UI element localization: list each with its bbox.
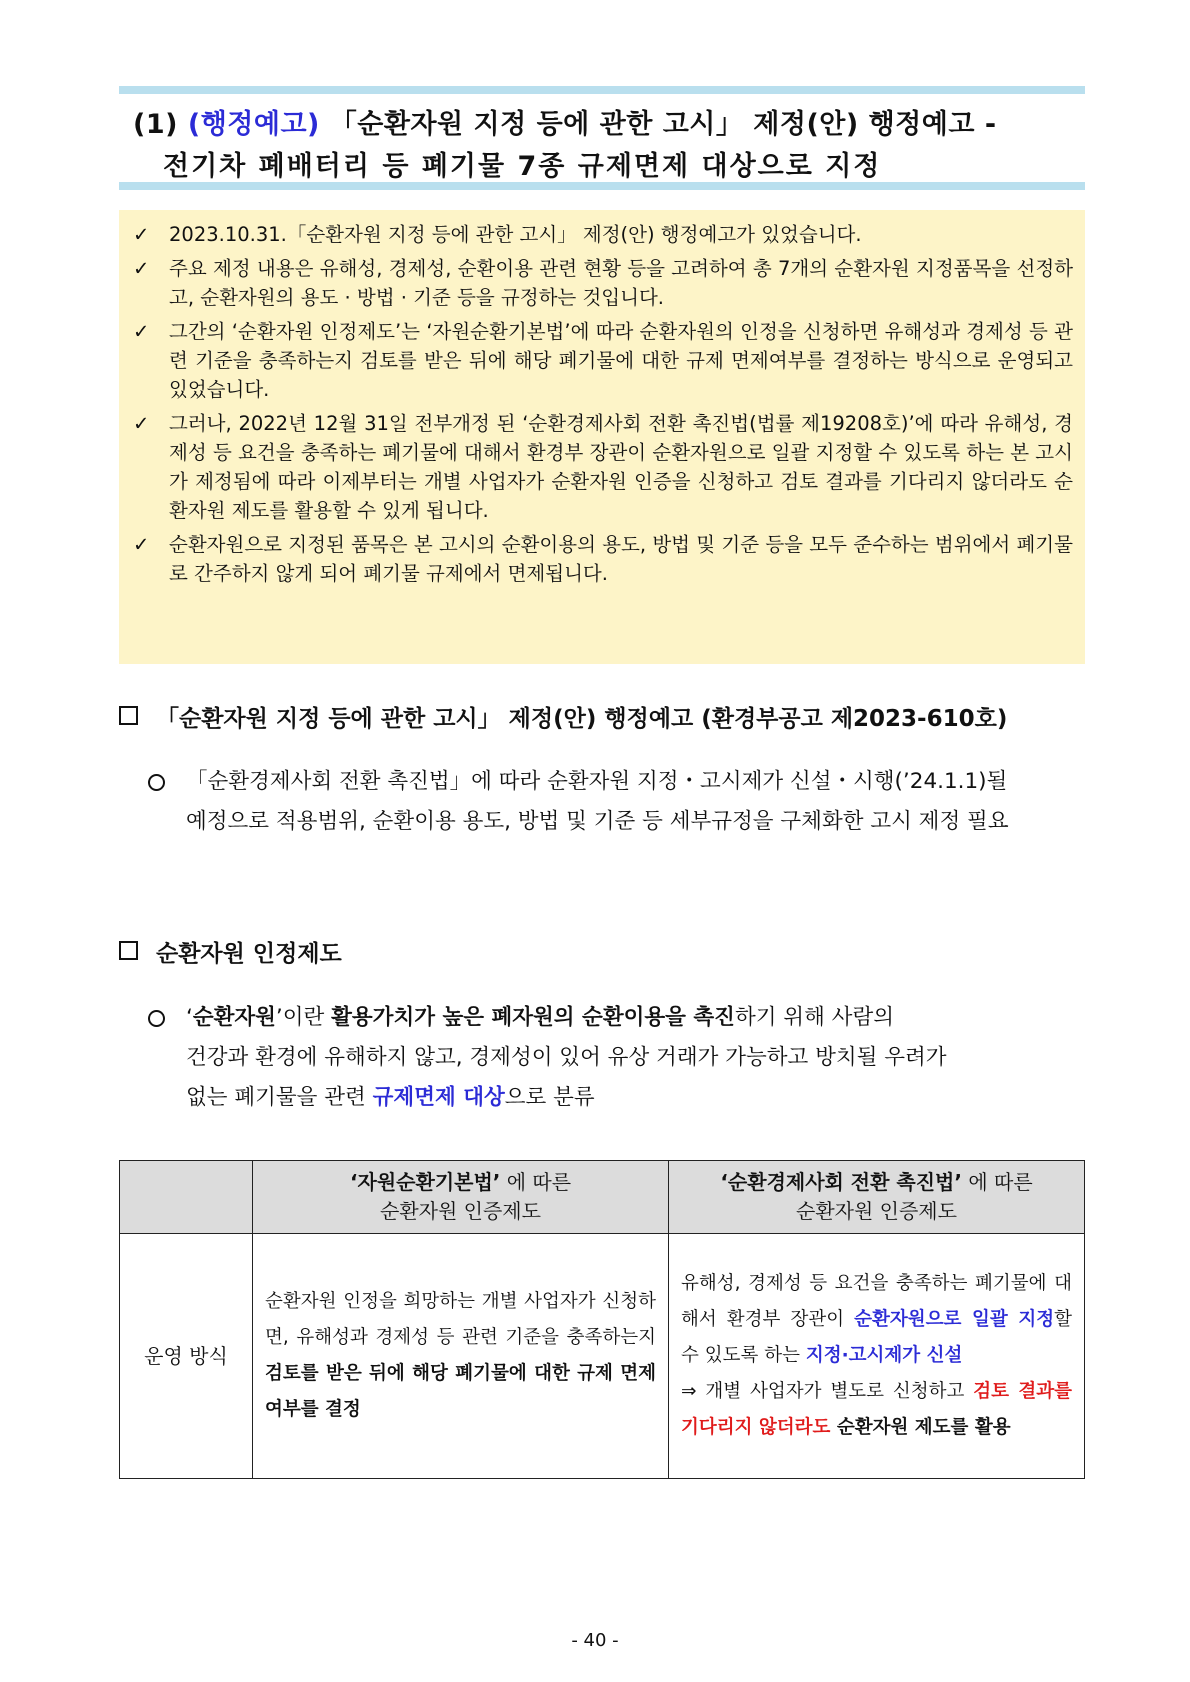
- row-label: 운영 방식: [120, 1234, 253, 1479]
- summary-box: [119, 210, 1085, 664]
- definition-line-3: 없는 폐기물을 관련 규제면제 대상으로 분류: [186, 1085, 595, 1110]
- notice-bullet: [148, 762, 1083, 842]
- table-header-row: [120, 1161, 1085, 1234]
- table-row: [120, 1234, 1085, 1479]
- check-icon: ✓: [133, 320, 150, 343]
- check-icon: ✓: [133, 257, 150, 280]
- summary-item: [133, 530, 1073, 588]
- summary-item: [133, 317, 1073, 404]
- definition-line-2: 건강과 환경에 유해하지 않고, 경제성이 있어 유상 거래가 가능하고 방치될 우려가: [186, 1045, 947, 1070]
- highlight: 규제면제 대상: [372, 1085, 505, 1110]
- section-heading-text: 순환자원 인정제도: [156, 941, 342, 967]
- comparison-table: [119, 1160, 1085, 1479]
- section-heading-text: 「순환자원 지정 등에 관한 고시」 제정(안) 행정예고 (환경부공고 제2023-610호): [156, 706, 1008, 732]
- term: 순환자원: [192, 1005, 276, 1030]
- summary-text: 2023.10.31.「순환자원 지정 등에 관한 고시」 제정(안) 행정예고가 있었습니다.: [169, 223, 862, 246]
- title-block: [119, 86, 1085, 190]
- section-heading-notice: [119, 700, 1007, 733]
- table-corner-cell: [120, 1161, 253, 1234]
- check-icon: ✓: [133, 223, 150, 246]
- square-bullet-icon: [119, 706, 138, 725]
- square-bullet-icon: [119, 941, 138, 960]
- circle-bullet-icon: [148, 1010, 165, 1027]
- definition-bullet: [148, 998, 1083, 1118]
- notice-line-1: 「순환경제사회 전환 촉진법」에 따라 순환자원 지정・고시제가 신설・시행(’24.1.1)될: [186, 769, 1008, 794]
- col2-cell: 유해성, 경제성 등 요건을 충족하는 폐기물에 대해서 환경부 장관이 순환자원으로 일괄 지정할 수 있도록 하는 지정·고시제가 신설 ⇒ 개별 사업자가 별도로 신청하고 검토 결과를 기다리지 않더라도 순환자원 제도를 활용: [669, 1234, 1085, 1479]
- title-line-2: 전기차 폐배터리 등 폐기물 7종 규제면제 대상으로 지정: [163, 151, 882, 182]
- section-heading-certification: [119, 935, 342, 968]
- summary-text: 순환자원으로 지정된 품목은 본 고시의 순환이용의 용도, 방법 및 기준 등을 모두 준수하는 범위에서 폐기물로 간주하지 않게 되어 폐기물 규제에서 면제됩니다.: [169, 533, 1073, 585]
- definition-line-1: ‘순환자원’이란 활용가치가 높은 폐자원의 순환이용을 촉진하기 위해 사람의: [186, 1005, 894, 1030]
- title-main: 「순환자원 지정 등에 관한 고시」 제정(안) 행정예고 -: [329, 109, 997, 140]
- summary-text: 그러나, 2022년 12월 31일 전부개정 된 ‘순환경제사회 전환 촉진법(법률 제19208호)’에 따라 유해성, 경제성 등 요건을 충족하는 폐기물에 대해서 환경부 장관이 순환자원으로 일괄 지정할 수 있도록 하는 본 고시가 제정됨에 따라 이제부터는 개별 사업자가 순환자원 인증을 신청하고 검토 결과를 기다리지 않더라도 순환자원 제도를 활용할 수 있게 됩니다.: [169, 412, 1073, 522]
- summary-item: [133, 220, 1073, 249]
- check-icon: ✓: [133, 412, 150, 435]
- table-header-col2: ‘순환경제사회 전환 촉진법’ 에 따른 순환자원 인증제도: [669, 1161, 1085, 1234]
- summary-item: [133, 254, 1073, 312]
- emphasis: 활용가치가 높은 폐자원의 순환이용을 촉진: [331, 1005, 735, 1030]
- summary-text: 그간의 ‘순환자원 인정제도’는 ‘자원순환기본법’에 따라 순환자원의 인정을 신청하면 유해성과 경제성 등 관련 기준을 충족하는지 검토를 받은 뒤에 해당 폐기물에 대한 규제 면제여부를 결정하는 방식으로 운영되고 있었습니다.: [169, 320, 1073, 401]
- summary-text: 주요 제정 내용은 유해성, 경제성, 순환이용 관련 현황 등을 고려하여 총 7개의 순환자원 지정품목을 선정하고, 순환자원의 용도 · 방법 · 기준 등을 규정하는 것입니다.: [169, 257, 1073, 309]
- title-tag: (행정예고): [187, 109, 320, 140]
- page-number: - 40 -: [571, 1630, 619, 1651]
- col1-cell: 순환자원 인정을 희망하는 개별 사업자가 신청하면, 유해성과 경제성 등 관련 기준을 충족하는지 검토를 받은 뒤에 해당 폐기물에 대한 규제 면제여부를 결정: [253, 1234, 669, 1479]
- check-icon: ✓: [133, 533, 150, 556]
- table-header-col1: ‘자원순환기본법’ 에 따른 순환자원 인증제도: [253, 1161, 669, 1234]
- title-line-1: [133, 102, 997, 141]
- summary-item: [133, 409, 1073, 525]
- title-number: (1): [133, 109, 178, 140]
- circle-bullet-icon: [148, 774, 165, 791]
- notice-line-2: 예정으로 적용범위, 순환이용 용도, 방법 및 기준 등 세부규정을 구체화한 고시 제정 필요: [186, 809, 1009, 834]
